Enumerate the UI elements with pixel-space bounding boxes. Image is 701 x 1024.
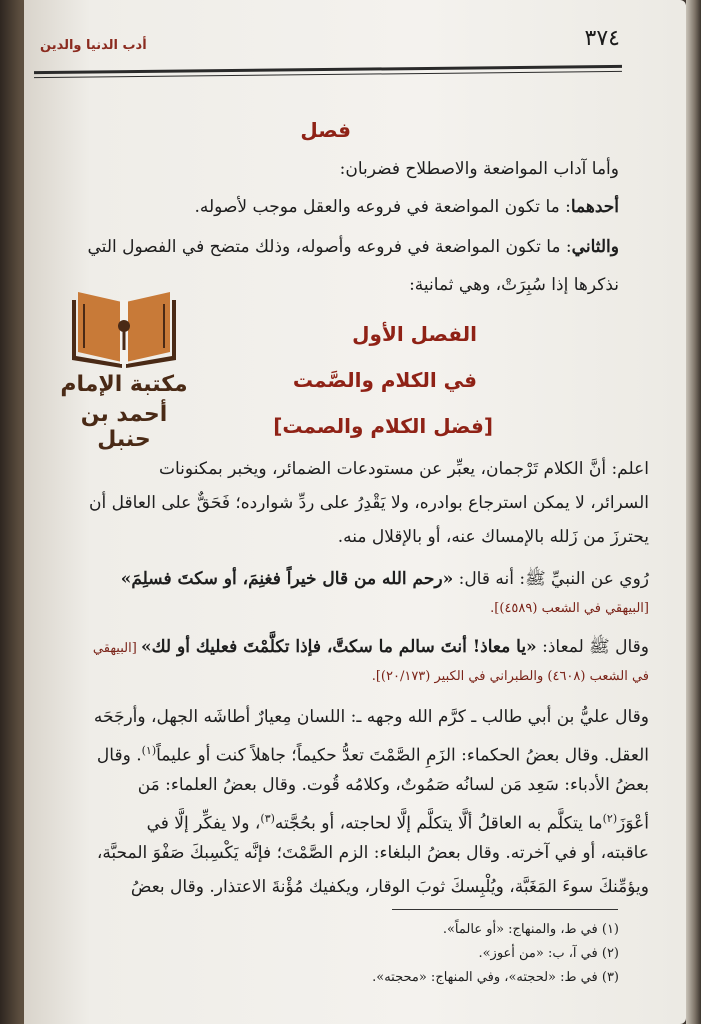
hadith2-quote: «يا معاذ! أنتَ سالم ما سكتَّ، فإذا تكلَّمْتَ فعليك أو لك» — [140, 637, 537, 657]
paragraph-4-line-1: وقال عليُّ بن أبي طالب ـ كرَّم الله وجهه ـ: اللسان مِعيارٌ أطاشَه الجهل، وأرجَحَه — [93, 707, 649, 727]
bracket-title: [فضل الكلام والصمت] — [273, 414, 493, 438]
paragraph-4-line-2-text: العقل. وقال بعضُ الحكماء: الزَمِ الصَّمْتَ تعدُّ حكيماً؛ جاهلاً كنت أو عليماً — [156, 745, 649, 766]
footnote-1: (١) في ط، والمنهاج: «أو عالماً». — [442, 922, 619, 937]
hadith-intro: رُوي عن النبيِّ ﷺ: أنه قال: — [453, 569, 649, 589]
paragraph-4-line-2-end: . وقال — [96, 745, 142, 766]
second-type-continuation: نذكرها إذا سُبِرَتْ، وهي ثمانية: — [409, 275, 619, 295]
footnote-ref-3: (٣) — [260, 812, 275, 825]
paragraph-2-reference: [البيهقي في الشعب (٤٥٨٩)]. — [490, 601, 649, 616]
chapter-subtitle: في الكلام والصَّمت — [292, 368, 477, 392]
paragraph-4-line-5: عاقبته، أو في آخرته. وقال بعضُ البلغاء: الزم الصَّمْتَ؛ فإنَّه يَكْسِبكَ صَفْوَ المحبَّة، — [96, 843, 649, 863]
paragraph-4-line-4 — [147, 806, 649, 837]
paragraph-2-line-1 — [121, 566, 649, 592]
first-type-line — [194, 194, 619, 220]
paragraph-4-line-2 — [97, 738, 649, 769]
hadith2-ref-start: [البيهقي — [92, 641, 141, 656]
paragraph-3-line-1 — [93, 634, 649, 662]
first-label: أحدهما — [570, 197, 619, 217]
paragraph-1-line-1: اعلم: أنَّ الكلام تَرْجمان، يعبِّر عن مستودعات الضمائر، ويخبر بمكنونات — [159, 459, 649, 479]
footnote-rule — [392, 909, 618, 910]
footnote-ref-1: (١) — [141, 744, 157, 757]
second-type-line — [79, 234, 619, 260]
page-header — [34, 24, 622, 78]
hadith-quote: «رحم الله من قال خيراً فغنِمَ، أو سكتَ فسلِمَ» — [120, 569, 454, 589]
chapter-title: الفصل الأول — [352, 322, 477, 346]
paragraph-1-line-3: يحترزَ من زَلله بالإمساك عنه، أو بالإقلال منه. — [337, 527, 649, 547]
paragraph-1-line-2: السرائر، لا يمكن استرجاع بوادره، ولا يَقْدِرُ على ردِّ شوارده؛ فَحَقٌّ على العاقل أن — [89, 493, 649, 513]
footnote-2: (٢) في آ، ب: «من أعوز». — [478, 946, 619, 961]
second-text: : ما تكون المواضعة في فروعه وأصوله، وذلك متضح في الفصول التي — [87, 237, 572, 257]
section-title: فصل — [300, 118, 351, 142]
page-edges — [686, 0, 701, 1024]
open-book-icon — [70, 282, 178, 368]
logo-line-1: مكتبة الإمام — [60, 372, 188, 397]
footnote-ref-2: (٢) — [602, 812, 618, 825]
first-text: : ما تكون المواضعة في فروعه والعقل موجب لأصوله. — [194, 197, 571, 217]
page-number: ٣٧٤ — [584, 26, 620, 51]
paragraph-3-reference: في الشعب (٤٦٠٨) والطبراني في الكبير (٢٠/١٧٣)]. — [371, 669, 649, 684]
paragraph-4-line-3: بعضُ الأدباء: سَعِد مَن لسانُه صَمُوتٌ، وكلامُه قُوت. وقال بعضُ العلماء: مَن — [137, 775, 649, 795]
logo-line-2: أحمد بن حنبل — [80, 402, 168, 452]
hadith2-intro: وقال ﷺ لمعاذ: — [536, 637, 649, 657]
second-label: والثاني — [571, 237, 619, 257]
paragraph-4-line-4-mid: ما يتكلَّم به العاقلُ ألَّا يتكلَّم إلَّا لحاجته، أو بحُجَّته — [274, 813, 603, 834]
running-title: أدب الدنيا والدين — [40, 38, 147, 53]
intro-line: وأما آداب المواضعة والاصطلاح فضربان: — [339, 159, 619, 179]
paragraph-4-line-4-end: ، ولا يفكِّر إلَّا في — [146, 813, 261, 834]
footnote-3: (٣) في ط: «لحجته»، وفي المنهاج: «محجته». — [372, 970, 619, 985]
library-logo — [58, 282, 190, 452]
paragraph-4-line-6: ويؤمِّنكَ سوءَ المَغَبَّة، ويُلْبِسكَ ثوبَ الوقار، ويكفيك مُؤْنةَ الاعتذار. وقال بعضُ — [130, 877, 649, 897]
paragraph-4-line-4-start: أعْوَزَ — [617, 813, 649, 834]
